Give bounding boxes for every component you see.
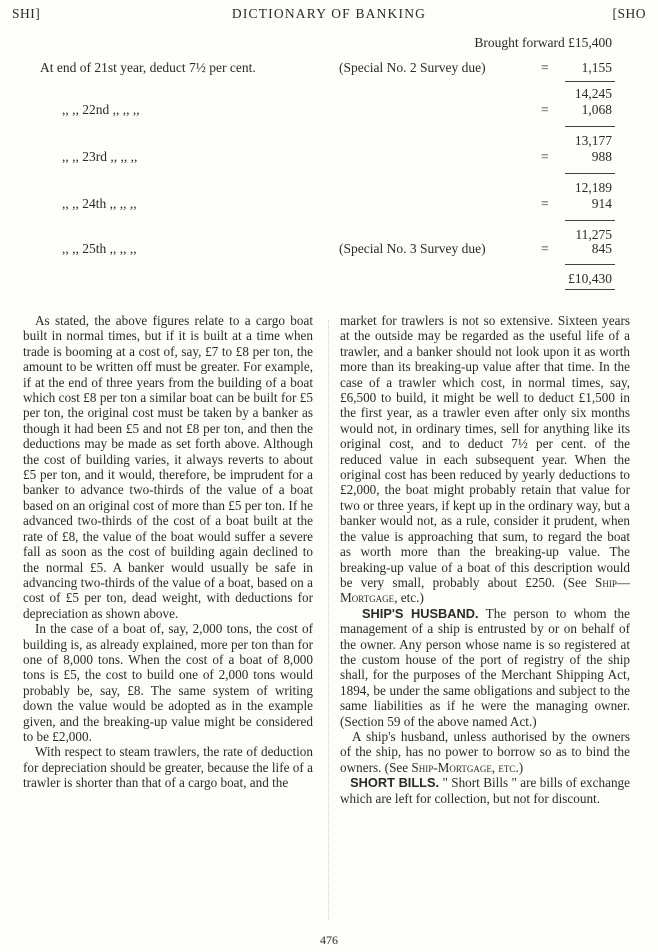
subtotal-rule [565, 126, 615, 127]
header-title: DICTIONARY OF BANKING [231, 6, 427, 21]
row-label: At end of 21st year, deduct 7½ per cent. [40, 60, 256, 75]
paragraph [340, 313, 630, 606]
row-subtotal: 11,275 [575, 227, 612, 242]
row-equals: = [541, 60, 549, 75]
brought-forward: Brought forward £15,400 [474, 35, 612, 50]
page-number: 476 [320, 933, 338, 947]
left-column [23, 313, 313, 791]
depreciation-table [0, 0, 658, 300]
paragraph-text: market for trawlers is not so extensive. Sixteen years at the outside may be regarded as the useful life of a trawler, and a banker should not look upon it as worth more than its breaking-up value after that time. In the case of a trawler which cost, in normal times, say, £6,500 to build, it might be well to deduct £1,500 in the first year, as a trawler even after only six months would not, in ordinary times, sell for anything like its original cost, and to deduct 7½ per cent. of the reduced value in each subsequent year. When the original cost has been reduced by yearly deductions to £2,000, the boat might probably retain that value for two or three years, if kept up in the ordinary way, but a banker would not, as a rule, consider it prudent, when the value is approaching that sum, to regard the boat as worth more than the breaking-up value. The breaking-up value of a boat of this description would be very small, probably about £250. (See [340, 313, 630, 590]
total-underline [565, 289, 615, 290]
paragraph [340, 729, 630, 775]
row-note: (Special No. 2 Survey due) [339, 60, 486, 75]
row-subtotal: 13,177 [574, 133, 612, 148]
row-value: 845 [591, 241, 612, 256]
header-right: [SHO [612, 6, 646, 21]
entry-heading: SHORT BILLS. [350, 775, 440, 791]
entry-heading: SHIP'S HUSBAND. [362, 605, 479, 621]
cross-reference: Ship-Mortgage, etc. [411, 759, 519, 775]
entry [340, 606, 630, 729]
entry [340, 775, 630, 806]
row-equals: = [541, 196, 549, 211]
paragraph: With respect to steam trawlers, the rate of deduction for depreciation should be greater, because the life of a trawler is shorter than that of a cargo boat, and the [23, 744, 313, 791]
paragraph-end: , etc.) [394, 590, 424, 606]
row-equals: = [541, 149, 549, 164]
row-value: 1,155 [581, 60, 612, 75]
paragraph: As stated, the above figures relate to a cargo boat built in normal times, but if it is built at a time when trade is booming at a cost of, say, £7 to £8 per ton, the amount to be written off must be greater. For example, if at the end of three years from the building of a boat which cost £8 per ton a similar boat can be built for £5 per ton, the original cost must be taken by a banker as though it had been £5 and not £8 per ton, and then the deductions may be made as set forth above. Although the cost of building varies, it always reverts to about £5 per ton, and it would, therefore, be imprudent for a banker to advance two-thirds of the value of a boat based on an original cost of more than £5 per ton. If he advanced two-thirds of the cost of a boat built at the rate of £8, the value of the boat would suffer a severe fall as soon as the cost of building again declined to the normal £5. A banker would usually be safe in advancing two-thirds of the value of a boat, based on a cost of £5 per ton, dead weight, with deductions for depreciation as shown above. [23, 313, 313, 621]
row-value: 988 [591, 149, 612, 164]
row-label: ,, ,, 24th ,, ,, ,, [62, 196, 137, 211]
row-value: 914 [591, 196, 612, 211]
column-divider [328, 320, 329, 920]
row-note: (Special No. 3 Survey due) [339, 241, 486, 256]
row-equals: = [541, 241, 549, 256]
paragraph-text: A ship's husband, unless authorised by the owners of the ship, has no power to borrow so as to bind the owners. (See [340, 728, 630, 775]
total-rule [565, 264, 615, 265]
row-subtotal: 14,245 [574, 86, 612, 101]
row-subtotal: 12,189 [574, 180, 612, 195]
subtotal-rule [565, 173, 615, 174]
right-column [340, 313, 630, 806]
header-left: SHI] [12, 6, 41, 21]
entry-text: The person to whom the management of a ship is entrusted by or on behalf of the owner. Any person whose name is so registered at the custom house of the port of registry of the ship shall, for the purposes of the Merchant Shipping Act, 1894, be under the same obligations and subject to the same liabilities as if he were the managing owner. (Section 59 of the above named Act.) [340, 605, 630, 729]
row-equals: = [541, 102, 549, 117]
row-label: ,, ,, 25th ,, ,, ,, [62, 241, 137, 256]
row-label: ,, ,, 22nd ,, ,, ,, [62, 102, 140, 117]
paragraph: In the case of a boat of, say, 2,000 tons, the cost of building is, as already explained, more per ton than for one of 8,000 tons. When the cost of a boat of 8,000 tons is £5, the cost to build one of 2,000 tons would probably be, say, £8. The same system of writing down the value would be adopted as in the example given, and the breaking-up value might be considered to be £2,000. [23, 621, 313, 744]
row-value: 1,068 [581, 102, 612, 117]
cross-reference: Ship—Mortgage [340, 574, 631, 606]
grand-total: £10,430 [568, 271, 612, 286]
row-label: ,, ,, 23rd ,, ,, ,, [62, 149, 138, 164]
paragraph-end: ) [518, 759, 524, 775]
subtotal-rule [565, 81, 615, 82]
entry-text: " Short Bills " are bills of exchange which are left for collection, but not for discount. [340, 775, 630, 806]
subtotal-rule [565, 220, 615, 221]
